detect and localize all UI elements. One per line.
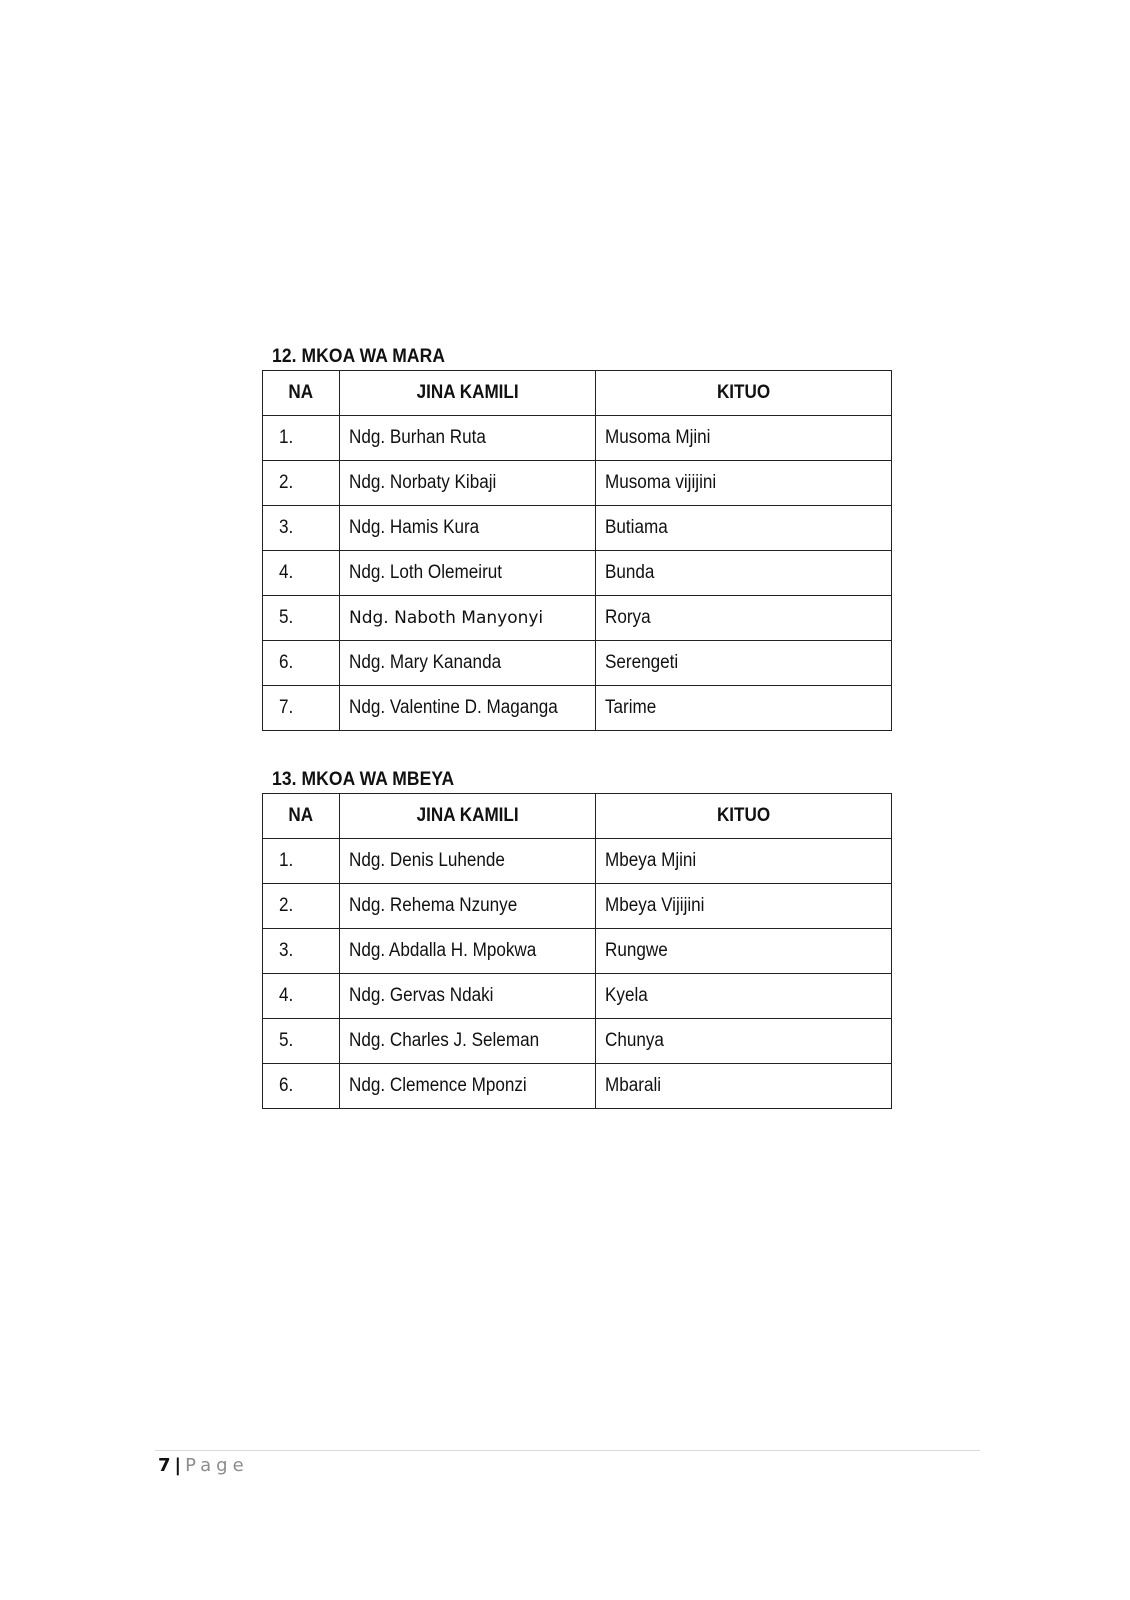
table-row (263, 596, 892, 641)
row-name: Ndg. Abdalla H. Mpokwa (340, 929, 596, 974)
row-station: Rorya (596, 596, 892, 641)
table-row (263, 641, 892, 686)
table-row (263, 551, 892, 596)
header-jina-kamili: JINA KAMILI (340, 794, 596, 839)
row-number: 5. (263, 1019, 340, 1064)
row-number: 3. (263, 929, 340, 974)
row-name: Ndg. Clemence Mponzi (340, 1064, 596, 1109)
row-station: Rungwe (596, 929, 892, 974)
page-footer (158, 1455, 249, 1476)
row-name: Ndg. Norbaty Kibaji (340, 461, 596, 506)
row-number: 3. (263, 506, 340, 551)
section-title: 13. MKOA WA MBEYA (272, 769, 455, 790)
page-number: 7 (158, 1455, 171, 1476)
table-row (263, 461, 892, 506)
row-number: 2. (263, 461, 340, 506)
row-name: Ndg. Burhan Ruta (340, 416, 596, 461)
header-kituo: KITUO (596, 794, 892, 839)
section-title: 12. MKOA WA MARA (272, 346, 446, 367)
row-name: Ndg. Rehema Nzunye (340, 884, 596, 929)
row-number: 1. (263, 839, 340, 884)
header-na: NA (263, 371, 340, 416)
row-number: 2. (263, 884, 340, 929)
table-row (263, 686, 892, 731)
row-number: 1. (263, 416, 340, 461)
row-station: Tarime (596, 686, 892, 731)
row-number: 5. (263, 596, 340, 641)
row-station: Bunda (596, 551, 892, 596)
header-kituo: KITUO (596, 371, 892, 416)
table-header-row (263, 794, 892, 839)
row-name: Ndg. Hamis Kura (340, 506, 596, 551)
table-row (263, 929, 892, 974)
table-row (263, 884, 892, 929)
row-station: Serengeti (596, 641, 892, 686)
row-name: Ndg. Loth Olemeirut (340, 551, 596, 596)
row-station: Chunya (596, 1019, 892, 1064)
table-row (263, 506, 892, 551)
row-station: Kyela (596, 974, 892, 1019)
row-name: Ndg. Mary Kananda (340, 641, 596, 686)
header-na: NA (263, 794, 340, 839)
row-station: Mbeya Mjini (596, 839, 892, 884)
footer-divider (155, 1450, 980, 1451)
row-number: 4. (263, 551, 340, 596)
table-row (263, 1064, 892, 1109)
row-name: Ndg. Valentine D. Maganga (340, 686, 596, 731)
table-row (263, 416, 892, 461)
page-label: Page (185, 1455, 249, 1476)
row-name: Ndg. Gervas Ndaki (340, 974, 596, 1019)
row-station: Musoma vijijini (596, 461, 892, 506)
table-row (263, 839, 892, 884)
row-number: 7. (263, 686, 340, 731)
row-number: 6. (263, 1064, 340, 1109)
footer-separator: | (174, 1455, 182, 1476)
officials-table (262, 793, 892, 1109)
row-station: Mbeya Vijijini (596, 884, 892, 929)
row-number: 6. (263, 641, 340, 686)
row-name: Ndg. Charles J. Seleman (340, 1019, 596, 1064)
header-jina-kamili: JINA KAMILI (340, 371, 596, 416)
row-number: 4. (263, 974, 340, 1019)
table-header-row (263, 371, 892, 416)
officials-table (262, 370, 892, 731)
row-station: Musoma Mjini (596, 416, 892, 461)
row-station: Butiama (596, 506, 892, 551)
table-row (263, 1019, 892, 1064)
row-station: Mbarali (596, 1064, 892, 1109)
row-name: Ndg. Naboth Manyonyi (340, 596, 596, 641)
row-name: Ndg. Denis Luhende (340, 839, 596, 884)
table-row (263, 974, 892, 1019)
